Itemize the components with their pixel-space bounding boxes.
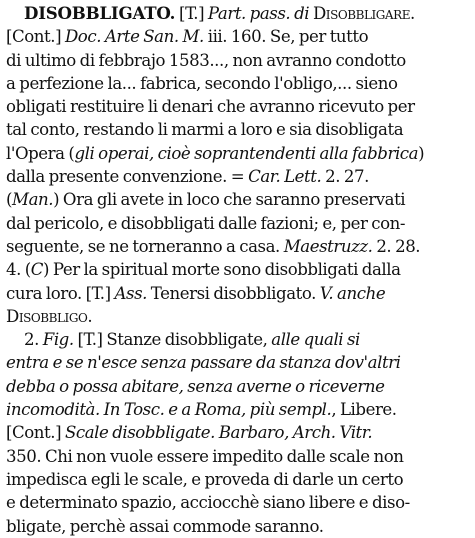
text-segment: Fig. xyxy=(42,330,74,350)
text-segment: ( xyxy=(6,190,13,210)
headword: DISOBBLIGATO. xyxy=(24,3,176,23)
text-line xyxy=(6,188,470,211)
text-line xyxy=(6,515,470,538)
text-line xyxy=(6,305,470,328)
text-segment: 350. Chi non vuole essere impedito dalle scale non xyxy=(6,446,404,466)
text-segment: iii. 160. Se, per tutto xyxy=(203,27,369,47)
entry-text xyxy=(6,2,470,538)
text-segment: Disobbligare. xyxy=(312,4,415,23)
text-line xyxy=(6,328,470,351)
text-segment: entra e se n'esce senza passare da stanza dov'altri xyxy=(6,353,401,373)
text-segment: [Cont.] xyxy=(6,423,65,443)
text-segment: incomodità. In Tosc. e a Roma, più sempl. xyxy=(6,400,332,420)
text-segment: tal conto, restando li marmi a loro e sia disobligata xyxy=(6,120,404,140)
text-segment: di ultimo di febbrajo 1583..., non avranno condotto xyxy=(6,50,406,70)
text-line xyxy=(6,398,470,421)
text-line xyxy=(6,212,470,235)
text-segment: 4. ( xyxy=(6,260,31,280)
text-line xyxy=(6,351,470,374)
text-line xyxy=(6,165,470,188)
text-line xyxy=(6,118,470,141)
text-segment: Tenersi disobbligato. xyxy=(146,283,320,303)
text-segment: Scale disobbligate. Barbaro, Arch. Vitr. xyxy=(64,423,373,443)
text-segment: e determinato spazio, acciocchè siano libere e diso- xyxy=(6,493,410,513)
text-segment: bligate, perchè assai commode saranno. xyxy=(6,516,324,536)
text-line xyxy=(6,421,470,444)
text-segment: , Libere. xyxy=(331,400,397,420)
text-segment: impedisca egli le scale, e proveda di darle un certo xyxy=(6,469,404,489)
text-line xyxy=(6,49,470,72)
text-line xyxy=(6,375,470,398)
text-line xyxy=(6,95,470,118)
text-segment: seguente, se ne torneranno a casa. xyxy=(6,236,284,256)
text-segment: [T.] Stanze disobbligate, xyxy=(73,330,272,350)
text-line xyxy=(6,235,470,258)
text-segment: Car. Lett. xyxy=(248,167,322,187)
text-segment: C xyxy=(30,260,44,280)
text-line xyxy=(6,445,470,468)
text-segment: 2. xyxy=(24,330,43,350)
text-line xyxy=(6,491,470,514)
text-segment: Disobbligo. xyxy=(6,306,93,326)
text-segment: a perfezione la... fabrica, secondo l'obligo,... sieno xyxy=(6,73,398,93)
dictionary-entry xyxy=(6,2,470,538)
text-segment: debba o possa abitare, senza averne o riceverne xyxy=(6,376,385,396)
text-line xyxy=(6,468,470,491)
text-segment: l'Opera ( xyxy=(6,143,75,163)
text-segment: V. anche xyxy=(319,283,386,303)
text-segment: Doc. Arte San. M. xyxy=(64,27,204,47)
text-segment: Maestruzz. xyxy=(283,236,373,256)
text-segment: ) Per la spiritual morte sono disobbligati dalla xyxy=(43,260,401,280)
text-segment: dal pericolo, e disobbligati dalle fazioni; e, per con- xyxy=(6,213,406,233)
text-segment: 2. 28. xyxy=(372,236,421,256)
text-line xyxy=(6,25,470,48)
text-segment: [T.] xyxy=(175,4,208,23)
text-segment: alle quali si xyxy=(271,330,360,350)
text-segment: ) Ora gli avete in loco che saranno preservati xyxy=(53,190,406,210)
text-segment: Part. pass. di xyxy=(207,4,313,23)
text-segment: dalla presente convenzione. = xyxy=(6,167,249,187)
text-segment: Man. xyxy=(12,190,54,210)
text-segment: Ass. xyxy=(114,283,147,303)
text-line xyxy=(6,2,470,25)
text-segment: gli operai, cioè soprantendenti alla fabbrica xyxy=(74,143,419,163)
text-segment: ) xyxy=(418,143,425,163)
text-segment: obligati restituire li denari che avranno ricevuto per xyxy=(6,97,415,117)
text-segment: 2. 27. xyxy=(321,167,369,187)
text-segment: cura loro. [T.] xyxy=(6,283,115,303)
text-line xyxy=(6,282,470,305)
text-line xyxy=(6,142,470,165)
text-line xyxy=(6,72,470,95)
text-segment: [Cont.] xyxy=(6,27,65,47)
text-line xyxy=(6,258,470,281)
